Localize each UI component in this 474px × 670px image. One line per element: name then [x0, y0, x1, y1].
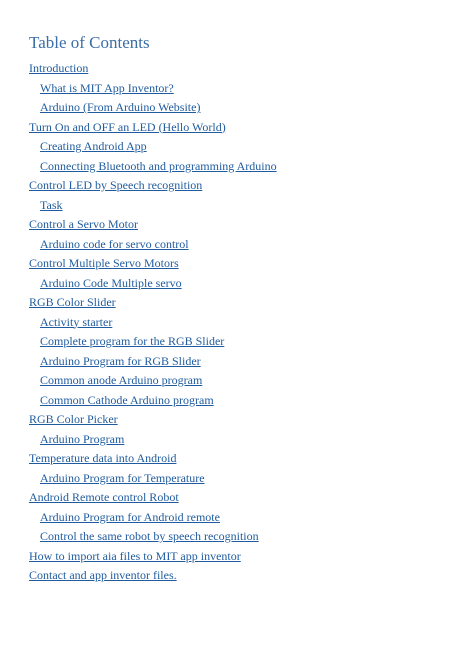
- toc-link[interactable]: Introduction: [29, 61, 89, 75]
- toc-entry: [29, 332, 464, 352]
- toc-entry: [29, 313, 464, 333]
- toc-entry: [29, 59, 464, 79]
- toc-link[interactable]: Task: [40, 197, 63, 212]
- toc-link[interactable]: Control LED by Speech recognition: [29, 178, 203, 192]
- toc-entry: [29, 410, 464, 430]
- toc-link[interactable]: Arduino Program: [40, 431, 125, 446]
- toc-link[interactable]: Temperature data into Android: [29, 451, 177, 465]
- toc-link[interactable]: Complete program for the RGB Slider: [40, 334, 225, 348]
- toc-link[interactable]: Creating Android App: [40, 139, 147, 153]
- toc-link[interactable]: Arduino Program for RGB Slider: [40, 353, 201, 368]
- toc-entry: [29, 508, 464, 528]
- toc-entry: [29, 157, 464, 177]
- toc-entry: [29, 430, 464, 450]
- toc-link[interactable]: Control a Servo Motor: [29, 217, 138, 231]
- toc-entry: [29, 254, 464, 274]
- toc-entry: [29, 566, 464, 586]
- toc-link[interactable]: Control the same robot by speech recognition: [40, 529, 259, 543]
- toc-link[interactable]: Turn On and OFF an LED (Hello World): [29, 119, 226, 134]
- toc-entry: [29, 176, 464, 196]
- toc-link[interactable]: How to import aia files to MIT app inventor: [29, 548, 241, 563]
- toc-entry: [29, 391, 464, 411]
- toc-entry: [29, 449, 464, 469]
- toc-entry: [29, 137, 464, 157]
- toc-link[interactable]: Activity starter: [40, 314, 113, 329]
- toc-link[interactable]: Arduino code for servo control: [40, 236, 189, 251]
- toc-entry: [29, 293, 464, 313]
- toc-link[interactable]: Contact and app inventor files.: [29, 568, 177, 582]
- toc-link[interactable]: Android Remote control Robot: [29, 490, 179, 504]
- toc-entry: [29, 215, 464, 235]
- toc-entry: [29, 274, 464, 294]
- toc-list: [29, 59, 464, 586]
- toc-entry: [29, 235, 464, 255]
- toc-entry: [29, 488, 464, 508]
- toc-link[interactable]: Control Multiple Servo Motors: [29, 256, 179, 270]
- toc-entry: [29, 352, 464, 372]
- toc-link[interactable]: Arduino Program for Android remote: [40, 509, 220, 524]
- toc-title: Table of Contents: [29, 33, 150, 52]
- toc-entry: [29, 118, 464, 138]
- toc-entry: [29, 98, 464, 118]
- toc-link[interactable]: Arduino Code Multiple servo: [40, 275, 182, 290]
- toc-entry: [29, 469, 464, 489]
- toc-link[interactable]: Common Cathode Arduino program: [40, 392, 214, 407]
- toc-link[interactable]: Arduino (From Arduino Website): [40, 100, 201, 114]
- document-page: [29, 32, 464, 586]
- toc-link[interactable]: Arduino Program for Temperature: [40, 470, 205, 485]
- toc-entry: [29, 371, 464, 391]
- toc-link[interactable]: RGB Color Slider: [29, 295, 116, 309]
- toc-link[interactable]: Connecting Bluetooth and programming Arduino: [40, 158, 277, 173]
- toc-entry: [29, 547, 464, 567]
- toc-entry: [29, 527, 464, 547]
- toc-link[interactable]: What is MIT App Inventor?: [40, 80, 174, 95]
- toc-link[interactable]: Common anode Arduino program: [40, 373, 203, 387]
- toc-entry: [29, 196, 464, 216]
- toc-entry: [29, 79, 464, 99]
- toc-link[interactable]: RGB Color Picker: [29, 412, 118, 426]
